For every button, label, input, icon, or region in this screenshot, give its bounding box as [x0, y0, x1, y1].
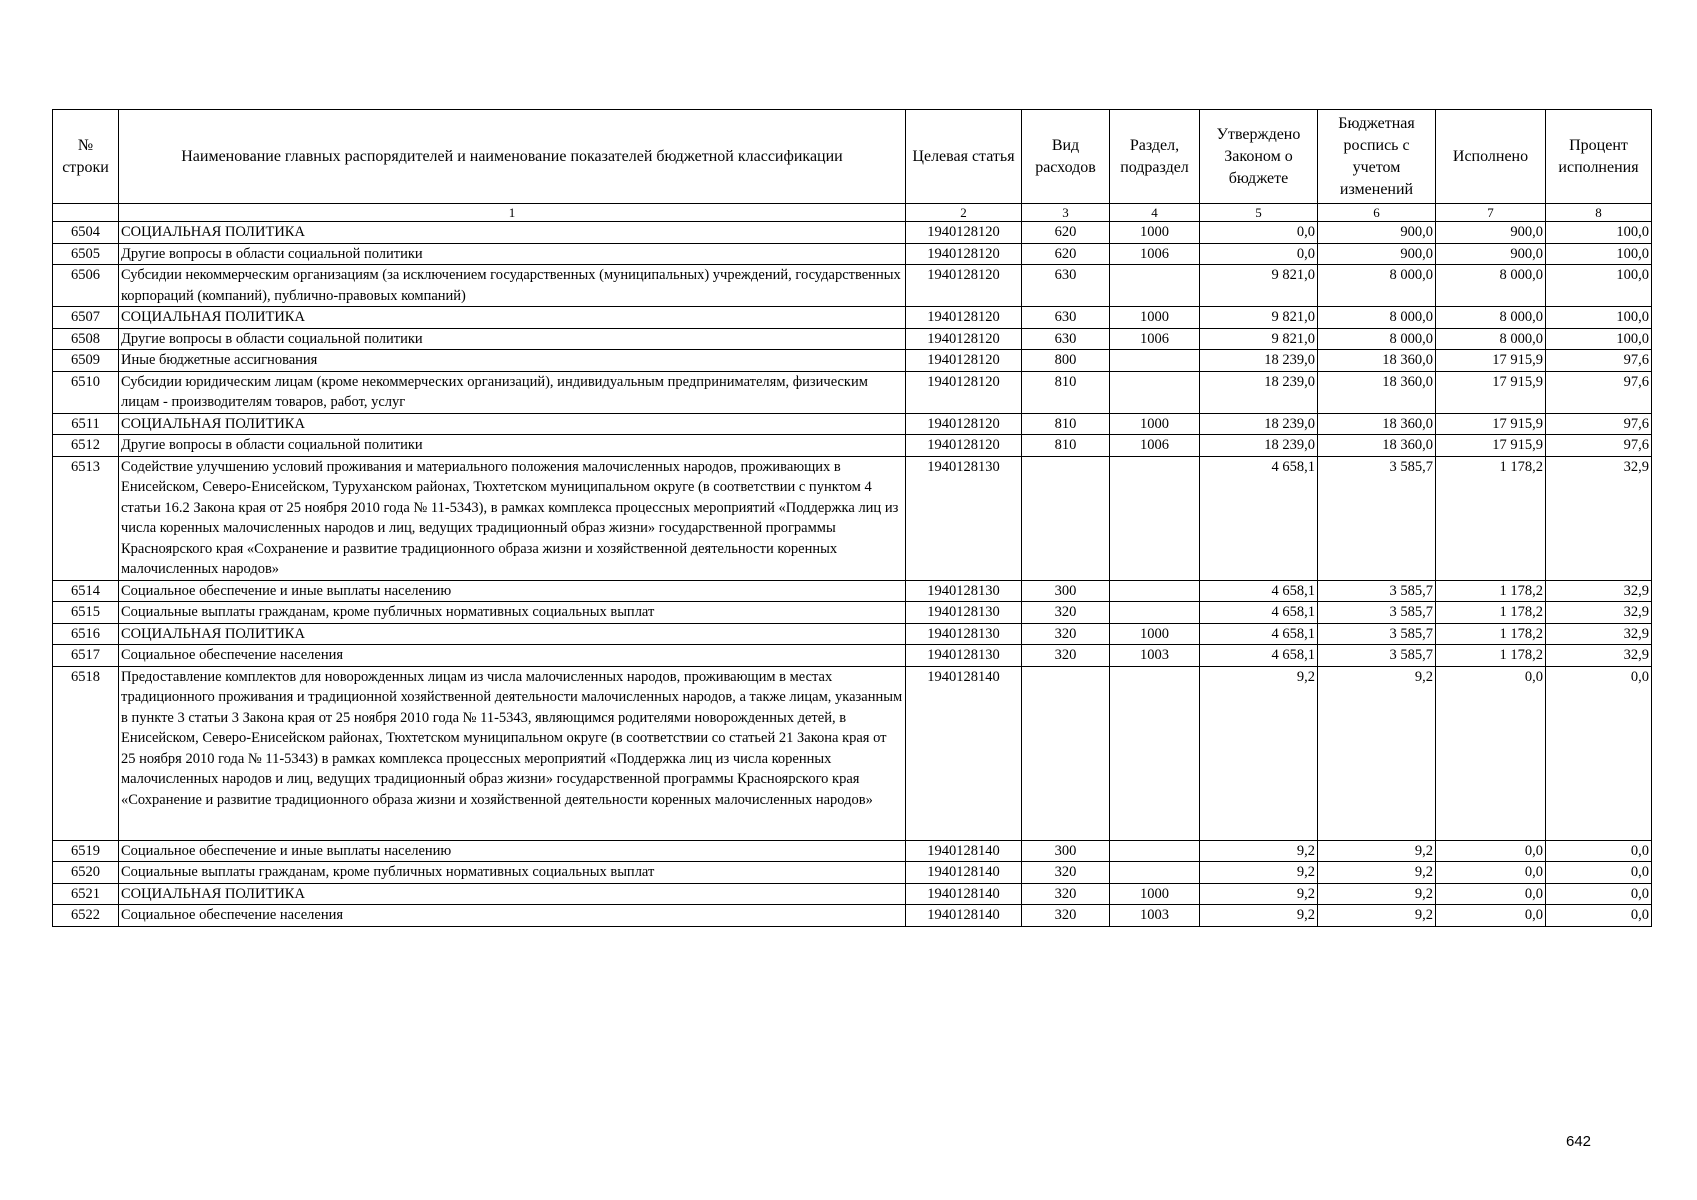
expense-type-cell: 320 — [1022, 645, 1110, 667]
row-number-cell: 6506 — [53, 265, 119, 307]
target-article-cell: 1940128130 — [906, 602, 1022, 624]
table-row — [53, 840, 1652, 862]
executed-cell: 17 915,9 — [1436, 350, 1546, 372]
target-article-cell: 1940128120 — [906, 265, 1022, 307]
row-name-cell: Иные бюджетные ассигнования — [119, 350, 906, 372]
budget-schedule-cell: 18 360,0 — [1318, 435, 1436, 457]
section-cell — [1110, 862, 1200, 884]
target-article-cell: 1940128130 — [906, 623, 1022, 645]
target-article-cell: 1940128130 — [906, 456, 1022, 580]
executed-cell: 900,0 — [1436, 222, 1546, 244]
table-row — [53, 265, 1652, 307]
budget-schedule-cell: 8 000,0 — [1318, 328, 1436, 350]
header-row-number: № строки — [53, 110, 119, 204]
approved-cell: 9 821,0 — [1200, 328, 1318, 350]
section-cell: 1000 — [1110, 307, 1200, 329]
budget-schedule-cell: 8 000,0 — [1318, 265, 1436, 307]
row-number-cell: 6505 — [53, 243, 119, 265]
approved-cell: 0,0 — [1200, 222, 1318, 244]
row-name-cell: Социальное обеспечение и иные выплаты населению — [119, 580, 906, 602]
budget-schedule-cell: 900,0 — [1318, 222, 1436, 244]
row-number-cell: 6509 — [53, 350, 119, 372]
column-number-row — [53, 204, 1652, 222]
row-number-cell: 6519 — [53, 840, 119, 862]
column-number: 1 — [119, 204, 906, 222]
expense-type-cell: 320 — [1022, 883, 1110, 905]
budget-schedule-cell: 9,2 — [1318, 840, 1436, 862]
section-cell: 1000 — [1110, 413, 1200, 435]
budget-table — [52, 109, 1652, 927]
header-percent: Процент исполнения — [1546, 110, 1652, 204]
percent-cell: 32,9 — [1546, 580, 1652, 602]
table-row — [53, 883, 1652, 905]
budget-schedule-cell: 9,2 — [1318, 883, 1436, 905]
section-cell: 1003 — [1110, 645, 1200, 667]
row-number-cell: 6518 — [53, 666, 119, 840]
budget-schedule-cell: 9,2 — [1318, 666, 1436, 840]
row-name-cell: СОЦИАЛЬНАЯ ПОЛИТИКА — [119, 307, 906, 329]
header-section: Раздел, подраздел — [1110, 110, 1200, 204]
target-article-cell: 1940128140 — [906, 862, 1022, 884]
percent-cell: 0,0 — [1546, 840, 1652, 862]
table-body — [53, 222, 1652, 927]
percent-cell: 97,6 — [1546, 435, 1652, 457]
percent-cell: 97,6 — [1546, 371, 1652, 413]
header-executed: Исполнено — [1436, 110, 1546, 204]
header-expense-type: Вид расходов — [1022, 110, 1110, 204]
table-row — [53, 905, 1652, 927]
section-cell: 1000 — [1110, 623, 1200, 645]
percent-cell: 97,6 — [1546, 350, 1652, 372]
percent-cell: 100,0 — [1546, 328, 1652, 350]
row-number-cell: 6507 — [53, 307, 119, 329]
executed-cell: 0,0 — [1436, 862, 1546, 884]
row-number-cell: 6512 — [53, 435, 119, 457]
approved-cell: 4 658,1 — [1200, 623, 1318, 645]
row-number-cell: 6513 — [53, 456, 119, 580]
row-name-cell: Субсидии юридическим лицам (кроме некоммерческих организаций), индивидуальным предпринимателям, физическим лицам - производителям товаров, работ, услуг — [119, 371, 906, 413]
header-approved: Утверждено Законом о бюджете — [1200, 110, 1318, 204]
percent-cell: 0,0 — [1546, 905, 1652, 927]
section-cell — [1110, 666, 1200, 840]
expense-type-cell: 320 — [1022, 623, 1110, 645]
percent-cell: 0,0 — [1546, 862, 1652, 884]
table-row — [53, 413, 1652, 435]
row-number-cell: 6516 — [53, 623, 119, 645]
approved-cell: 18 239,0 — [1200, 413, 1318, 435]
section-cell — [1110, 371, 1200, 413]
target-article-cell: 1940128140 — [906, 840, 1022, 862]
expense-type-cell — [1022, 666, 1110, 840]
target-article-cell: 1940128120 — [906, 413, 1022, 435]
page-number: 642 — [1566, 1133, 1592, 1150]
budget-schedule-cell: 9,2 — [1318, 905, 1436, 927]
column-number: 6 — [1318, 204, 1436, 222]
row-name-cell: Социальные выплаты гражданам, кроме публичных нормативных социальных выплат — [119, 862, 906, 884]
column-number: 5 — [1200, 204, 1318, 222]
table-row — [53, 328, 1652, 350]
executed-cell: 8 000,0 — [1436, 328, 1546, 350]
table-row — [53, 623, 1652, 645]
expense-type-cell: 620 — [1022, 243, 1110, 265]
executed-cell: 1 178,2 — [1436, 623, 1546, 645]
row-number-cell: 6522 — [53, 905, 119, 927]
executed-cell: 17 915,9 — [1436, 413, 1546, 435]
percent-cell: 100,0 — [1546, 307, 1652, 329]
expense-type-cell: 630 — [1022, 307, 1110, 329]
percent-cell: 32,9 — [1546, 645, 1652, 667]
executed-cell: 0,0 — [1436, 840, 1546, 862]
section-cell: 1006 — [1110, 328, 1200, 350]
table-row — [53, 435, 1652, 457]
header-budget-schedule: Бюджетная роспись с учетом изменений — [1318, 110, 1436, 204]
section-cell — [1110, 840, 1200, 862]
header-name: Наименование главных распорядителей и наименование показателей бюджетной классификации — [119, 110, 906, 204]
budget-schedule-cell: 9,2 — [1318, 862, 1436, 884]
percent-cell: 100,0 — [1546, 222, 1652, 244]
table-row — [53, 371, 1652, 413]
target-article-cell: 1940128140 — [906, 905, 1022, 927]
row-name-cell: Социальное обеспечение населения — [119, 645, 906, 667]
target-article-cell: 1940128120 — [906, 243, 1022, 265]
target-article-cell: 1940128140 — [906, 883, 1022, 905]
executed-cell: 17 915,9 — [1436, 435, 1546, 457]
row-name-cell: Предоставление комплектов для новорожденных лицам из числа малочисленных народов, проживающим в местах традиционного проживания и традиционной хозяйственной деятельности малочисленных народов, а также лицам, указанным в пункте 3 статьи 3 Закона края от 25 ноября 2010 года № 11-5343, являющимся родителями новорожденных детей, в Енисейском, Северо-Енисейском районах, Тюхтетском муниципальном округе (в соответствии со статьей 21 Закона края от 25 ноября 2010 года № 11-5343) в рамках комплекса процессных мероприятий «Поддержка лиц из числа коренных малочисленных народов и лиц, ведущих традиционный образ жизни» государственной программы Красноярского края «Сохранение и развитие традиционного образа жизни и хозяйственной деятельности коренных малочисленных народов» — [119, 666, 906, 840]
column-number: 8 — [1546, 204, 1652, 222]
header-row — [53, 110, 1652, 204]
percent-cell: 0,0 — [1546, 883, 1652, 905]
approved-cell: 9 821,0 — [1200, 265, 1318, 307]
row-number-cell: 6511 — [53, 413, 119, 435]
executed-cell: 0,0 — [1436, 883, 1546, 905]
approved-cell: 9,2 — [1200, 840, 1318, 862]
row-number-cell: 6515 — [53, 602, 119, 624]
expense-type-cell: 300 — [1022, 840, 1110, 862]
header-target-article: Целевая статья — [906, 110, 1022, 204]
row-name-cell: Социальное обеспечение населения — [119, 905, 906, 927]
row-number-cell: 6520 — [53, 862, 119, 884]
section-cell: 1006 — [1110, 243, 1200, 265]
row-name-cell: СОЦИАЛЬНАЯ ПОЛИТИКА — [119, 222, 906, 244]
row-name-cell: Содействие улучшению условий проживания и материального положения малочисленных народов, проживающих в Енисейском, Северо-Енисейском, Туруханском районах, Тюхтетском муниципальном округе (в соответствии с пунктом 4 статьи 16.2 Закона края от 25 ноября 2010 года № 11-5343), в рамках комплекса процессных мероприятий «Поддержка лиц из числа коренных малочисленных народов и лиц, ведущих традиционный образ жизни» государственной программы Красноярского края «Сохранение и развитие традиционного образа жизни и хозяйственной деятельности коренных малочисленных народов» — [119, 456, 906, 580]
table-row — [53, 645, 1652, 667]
executed-cell: 0,0 — [1436, 666, 1546, 840]
column-number: 2 — [906, 204, 1022, 222]
target-article-cell: 1940128120 — [906, 328, 1022, 350]
approved-cell: 18 239,0 — [1200, 435, 1318, 457]
target-article-cell: 1940128120 — [906, 435, 1022, 457]
row-number-cell: 6514 — [53, 580, 119, 602]
budget-schedule-cell: 3 585,7 — [1318, 580, 1436, 602]
row-number-cell: 6504 — [53, 222, 119, 244]
percent-cell: 32,9 — [1546, 602, 1652, 624]
executed-cell: 0,0 — [1436, 905, 1546, 927]
executed-cell: 8 000,0 — [1436, 307, 1546, 329]
expense-type-cell: 620 — [1022, 222, 1110, 244]
expense-type-cell: 800 — [1022, 350, 1110, 372]
row-name-cell: Другие вопросы в области социальной политики — [119, 243, 906, 265]
budget-report-sheet — [52, 109, 1651, 927]
budget-schedule-cell: 900,0 — [1318, 243, 1436, 265]
section-cell: 1000 — [1110, 222, 1200, 244]
expense-type-cell: 630 — [1022, 328, 1110, 350]
row-number-cell: 6508 — [53, 328, 119, 350]
target-article-cell: 1940128120 — [906, 222, 1022, 244]
table-row — [53, 222, 1652, 244]
section-cell — [1110, 580, 1200, 602]
section-cell — [1110, 265, 1200, 307]
budget-schedule-cell: 18 360,0 — [1318, 350, 1436, 372]
percent-cell: 0,0 — [1546, 666, 1652, 840]
executed-cell: 900,0 — [1436, 243, 1546, 265]
budget-schedule-cell: 3 585,7 — [1318, 602, 1436, 624]
approved-cell: 9 821,0 — [1200, 307, 1318, 329]
approved-cell: 0,0 — [1200, 243, 1318, 265]
row-number-cell: 6521 — [53, 883, 119, 905]
budget-schedule-cell: 18 360,0 — [1318, 371, 1436, 413]
executed-cell: 1 178,2 — [1436, 645, 1546, 667]
target-article-cell: 1940128130 — [906, 580, 1022, 602]
approved-cell: 4 658,1 — [1200, 645, 1318, 667]
table-row — [53, 862, 1652, 884]
target-article-cell: 1940128120 — [906, 371, 1022, 413]
row-number-cell: 6517 — [53, 645, 119, 667]
target-article-cell: 1940128120 — [906, 307, 1022, 329]
row-name-cell: Субсидии некоммерческим организациям (за исключением государственных (муниципальных) учреждений, государственных корпораций (компаний), публично-правовых компаний) — [119, 265, 906, 307]
budget-schedule-cell: 3 585,7 — [1318, 456, 1436, 580]
approved-cell: 18 239,0 — [1200, 371, 1318, 413]
row-name-cell: Социальные выплаты гражданам, кроме публичных нормативных социальных выплат — [119, 602, 906, 624]
row-name-cell: СОЦИАЛЬНАЯ ПОЛИТИКА — [119, 413, 906, 435]
approved-cell: 9,2 — [1200, 666, 1318, 840]
target-article-cell: 1940128120 — [906, 350, 1022, 372]
expense-type-cell: 630 — [1022, 265, 1110, 307]
approved-cell: 18 239,0 — [1200, 350, 1318, 372]
approved-cell: 9,2 — [1200, 862, 1318, 884]
percent-cell: 97,6 — [1546, 413, 1652, 435]
approved-cell: 9,2 — [1200, 905, 1318, 927]
budget-schedule-cell: 3 585,7 — [1318, 623, 1436, 645]
executed-cell: 1 178,2 — [1436, 456, 1546, 580]
executed-cell: 1 178,2 — [1436, 580, 1546, 602]
expense-type-cell — [1022, 456, 1110, 580]
expense-type-cell: 320 — [1022, 905, 1110, 927]
section-cell: 1006 — [1110, 435, 1200, 457]
approved-cell: 4 658,1 — [1200, 456, 1318, 580]
section-cell — [1110, 350, 1200, 372]
table-row — [53, 307, 1652, 329]
approved-cell: 4 658,1 — [1200, 580, 1318, 602]
budget-schedule-cell: 18 360,0 — [1318, 413, 1436, 435]
executed-cell: 1 178,2 — [1436, 602, 1546, 624]
row-name-cell: СОЦИАЛЬНАЯ ПОЛИТИКА — [119, 623, 906, 645]
table-row — [53, 243, 1652, 265]
row-name-cell: СОЦИАЛЬНАЯ ПОЛИТИКА — [119, 883, 906, 905]
table-row — [53, 350, 1652, 372]
section-cell: 1000 — [1110, 883, 1200, 905]
executed-cell: 8 000,0 — [1436, 265, 1546, 307]
table-row — [53, 580, 1652, 602]
row-name-cell: Другие вопросы в области социальной политики — [119, 435, 906, 457]
percent-cell: 100,0 — [1546, 243, 1652, 265]
budget-schedule-cell: 3 585,7 — [1318, 645, 1436, 667]
table-row — [53, 456, 1652, 580]
section-cell — [1110, 602, 1200, 624]
percent-cell: 32,9 — [1546, 456, 1652, 580]
row-number-cell: 6510 — [53, 371, 119, 413]
row-name-cell: Социальное обеспечение и иные выплаты населению — [119, 840, 906, 862]
column-number — [53, 204, 119, 222]
table-row — [53, 602, 1652, 624]
section-cell — [1110, 456, 1200, 580]
expense-type-cell: 320 — [1022, 602, 1110, 624]
percent-cell: 100,0 — [1546, 265, 1652, 307]
expense-type-cell: 320 — [1022, 862, 1110, 884]
table-row — [53, 666, 1652, 840]
column-number: 4 — [1110, 204, 1200, 222]
percent-cell: 32,9 — [1546, 623, 1652, 645]
approved-cell: 9,2 — [1200, 883, 1318, 905]
approved-cell: 4 658,1 — [1200, 602, 1318, 624]
section-cell: 1003 — [1110, 905, 1200, 927]
row-name-cell: Другие вопросы в области социальной политики — [119, 328, 906, 350]
executed-cell: 17 915,9 — [1436, 371, 1546, 413]
target-article-cell: 1940128130 — [906, 645, 1022, 667]
expense-type-cell: 810 — [1022, 435, 1110, 457]
expense-type-cell: 810 — [1022, 413, 1110, 435]
expense-type-cell: 810 — [1022, 371, 1110, 413]
target-article-cell: 1940128140 — [906, 666, 1022, 840]
column-number: 7 — [1436, 204, 1546, 222]
expense-type-cell: 300 — [1022, 580, 1110, 602]
column-number: 3 — [1022, 204, 1110, 222]
budget-schedule-cell: 8 000,0 — [1318, 307, 1436, 329]
